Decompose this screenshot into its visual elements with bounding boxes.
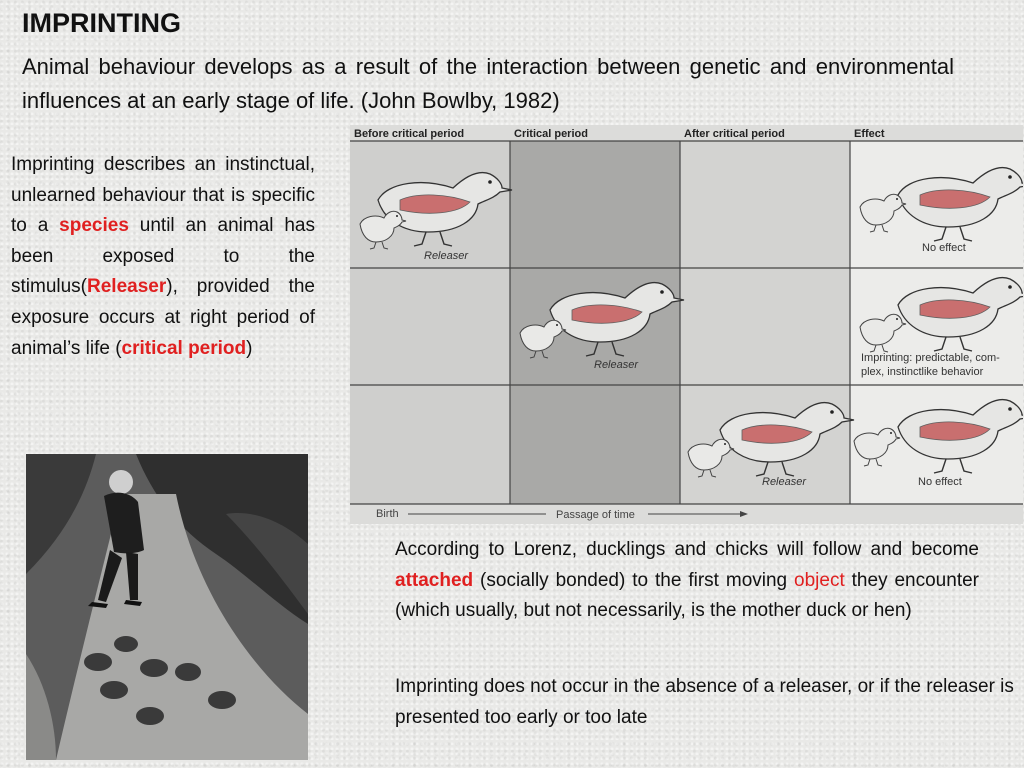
header-before: Before critical period <box>354 128 465 140</box>
releaser-note: Imprinting does not occur in the absence of a releaser, or if the releaser is presented too early or too late <box>395 676 1014 728</box>
header-critical: Critical period <box>514 128 588 140</box>
releaser-label-row2: Releaser <box>594 359 639 371</box>
page-title: IMPRINTING <box>22 8 181 38</box>
effect-row3: No effect <box>918 476 962 488</box>
lorenz-text: they encounter (which usually, but not necessarily, is the mother duck or hen) <box>395 569 979 622</box>
intro-text: ), provided the exposure occurs at right period of animal’s life ( <box>11 276 315 359</box>
footer-passage: Passage of time <box>556 509 635 521</box>
highlight-attached: attached <box>395 569 474 591</box>
lorenz-paragraph <box>395 535 979 627</box>
intro-text: ) <box>246 337 253 359</box>
highlight-object: object <box>794 569 845 591</box>
effect-row2-line1: Imprinting: predictable, com- <box>861 352 1000 364</box>
intro-text: until an animal has been exposed to the stimulus( <box>11 215 315 298</box>
lorenz-text: (socially bonded) to the first moving <box>473 569 795 591</box>
releaser-label-row1: Releaser <box>424 250 469 262</box>
intro-text: Imprinting describes an instinctual, unlearned behaviour that is specific to a <box>11 154 315 237</box>
highlight-releaser: Releaser <box>87 276 167 298</box>
intro-paragraph <box>11 150 315 364</box>
lorenz-text: According to Lorenz, ducklings and chicks will follow and become <box>395 539 979 560</box>
effect-row1: No effect <box>922 242 966 254</box>
header-effect: Effect <box>854 128 885 140</box>
footer-birth: Birth <box>376 508 399 520</box>
header-after: After critical period <box>684 128 785 140</box>
highlight-critical-period: critical period <box>121 337 247 359</box>
imprinting-diagram <box>350 125 1023 524</box>
effect-row2-line2: plex, instinctlike behavior <box>861 366 984 378</box>
subtitle-quote: Animal behaviour develops as a result of the interaction between genetic and environmental influences at an early stage of life. (John Bowlby, 1982) <box>22 54 954 113</box>
highlight-species: species <box>59 215 129 237</box>
lorenz-photo <box>26 454 308 760</box>
releaser-label-row3: Releaser <box>762 476 807 488</box>
